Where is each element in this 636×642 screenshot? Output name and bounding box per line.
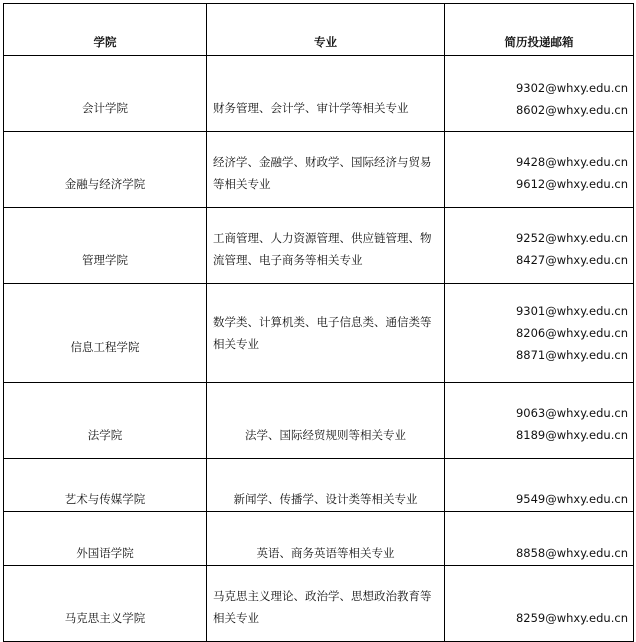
college-cell: 法学院	[4, 383, 207, 459]
email-link[interactable]: 8259@whxy.edu.cn	[515, 610, 628, 625]
email-link[interactable]: 8427@whxy.edu.cn	[515, 252, 628, 267]
header-row	[4, 4, 634, 56]
table-row	[4, 459, 634, 512]
email-cell	[445, 512, 634, 566]
email-link[interactable]: 9252@whxy.edu.cn	[515, 230, 628, 245]
table-row	[4, 512, 634, 566]
email-cell	[445, 208, 634, 284]
email-link[interactable]: 8189@whxy.edu.cn	[515, 427, 628, 442]
major-cell: 工商管理、人力资源管理、供应链管理、物流管理、电子商务等相关专业	[207, 208, 445, 284]
email-link[interactable]: 9428@whxy.edu.cn	[515, 154, 628, 169]
major-cell: 新闻学、传播学、设计类等相关专业	[207, 459, 445, 512]
major-cell: 数学类、计算机类、电子信息类、通信类等相关专业	[207, 284, 445, 383]
email-cell	[445, 132, 634, 208]
college-cell: 管理学院	[4, 208, 207, 284]
table-row	[4, 383, 634, 459]
header-email: 简历投递邮箱	[445, 4, 634, 56]
college-cell: 马克思主义学院	[4, 566, 207, 642]
major-cell: 经济学、金融学、财政学、国际经济与贸易等相关专业	[207, 132, 445, 208]
email-link[interactable]: 8871@whxy.edu.cn	[515, 348, 628, 362]
email-link[interactable]: 9063@whxy.edu.cn	[515, 405, 628, 420]
email-link[interactable]: 8602@whxy.edu.cn	[515, 102, 628, 117]
email-link[interactable]: 8858@whxy.edu.cn	[515, 545, 628, 560]
college-cell: 会计学院	[4, 56, 207, 132]
header-major: 专业	[207, 4, 445, 56]
email-cell	[445, 459, 634, 512]
email-link[interactable]: 9301@whxy.edu.cn	[515, 304, 628, 318]
college-cell: 外国语学院	[4, 512, 207, 566]
email-cell	[445, 566, 634, 642]
email-link[interactable]: 8206@whxy.edu.cn	[515, 326, 628, 340]
major-cell: 马克思主义理论、政治学、思想政治教育等相关专业	[207, 566, 445, 642]
table-row	[4, 566, 634, 642]
college-cell: 信息工程学院	[4, 284, 207, 383]
email-link[interactable]: 9612@whxy.edu.cn	[515, 176, 628, 191]
email-cell	[445, 383, 634, 459]
email-cell	[445, 284, 634, 383]
header-college: 学院	[4, 4, 207, 56]
email-cell	[445, 56, 634, 132]
table-row	[4, 284, 634, 383]
college-cell: 艺术与传媒学院	[4, 459, 207, 512]
table-row	[4, 132, 634, 208]
major-cell: 英语、商务英语等相关专业	[207, 512, 445, 566]
email-link[interactable]: 9302@whxy.edu.cn	[515, 80, 628, 95]
table-row	[4, 208, 634, 284]
table-row	[4, 56, 634, 132]
recruitment-table	[3, 3, 634, 642]
major-cell: 财务管理、会计学、审计学等相关专业	[207, 56, 445, 132]
email-link[interactable]: 9549@whxy.edu.cn	[515, 492, 628, 506]
major-cell: 法学、国际经贸规则等相关专业	[207, 383, 445, 459]
college-cell: 金融与经济学院	[4, 132, 207, 208]
